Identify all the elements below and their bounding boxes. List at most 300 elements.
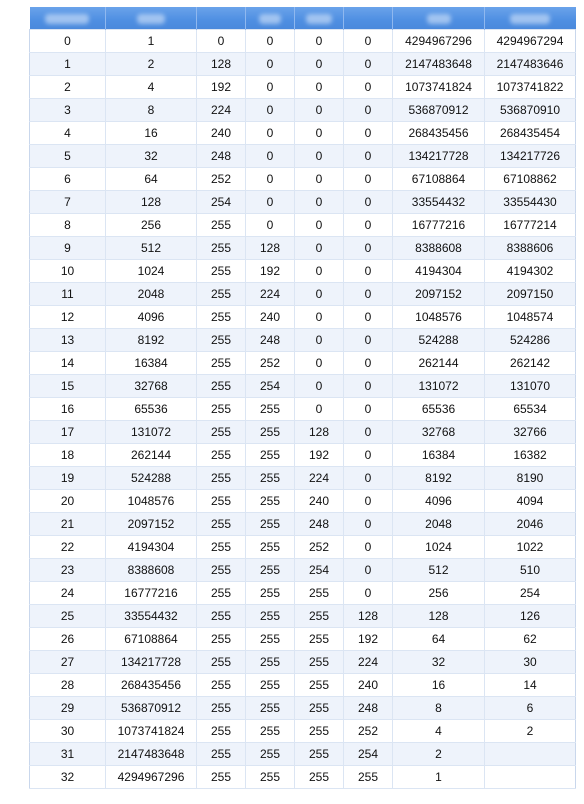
table-cell: 16 [106,122,197,145]
table-cell: 4 [30,122,106,145]
table-cell: 240 [246,306,295,329]
table-cell: 0 [246,122,295,145]
table-cell: 192 [197,76,246,99]
table-cell: 255 [197,743,246,766]
table-cell: 224 [344,651,393,674]
header-cell-1 [106,7,197,30]
table-cell: 27 [30,651,106,674]
table-cell: 4 [106,76,197,99]
table-cell: 134217726 [485,145,576,168]
table-cell: 224 [246,283,295,306]
table-cell: 255 [295,674,344,697]
table-row [30,283,576,306]
header-cell-3 [246,7,295,30]
table-cell: 1 [30,53,106,76]
table-cell: 1022 [485,536,576,559]
table-cell: 254 [295,559,344,582]
table-cell: 255 [246,513,295,536]
table-cell: 254 [246,375,295,398]
table-cell: 0 [295,191,344,214]
table-row [30,329,576,352]
table-cell: 2097152 [393,283,485,306]
table-cell: 255 [197,605,246,628]
table-cell: 16777214 [485,214,576,237]
table-cell: 16384 [106,352,197,375]
table-cell: 248 [197,145,246,168]
table-cell: 255 [197,237,246,260]
table-row [30,651,576,674]
table-cell: 255 [197,421,246,444]
header-row [30,7,576,30]
table-cell: 2147483648 [106,743,197,766]
table-cell: 255 [197,766,246,789]
table-cell: 0 [344,536,393,559]
table-cell: 255 [197,375,246,398]
header-cell-7 [485,7,576,30]
table-cell: 30 [30,720,106,743]
table-cell: 0 [295,53,344,76]
blurred-header-label [427,14,451,24]
table-cell: 16 [30,398,106,421]
table-cell: 2147483646 [485,53,576,76]
table-cell: 14 [30,352,106,375]
table-cell: 262144 [106,444,197,467]
header-cell-2 [197,7,246,30]
table-cell: 11 [30,283,106,306]
table-cell: 4094 [485,490,576,513]
table-cell: 2 [106,53,197,76]
table-cell: 252 [295,536,344,559]
table-cell: 248 [246,329,295,352]
table-cell: 1073741824 [393,76,485,99]
table-cell: 0 [295,214,344,237]
table-cell: 255 [246,467,295,490]
table-cell: 10 [30,260,106,283]
table-cell: 4294967296 [393,30,485,53]
table-cell: 0 [344,329,393,352]
table-cell: 2048 [106,283,197,306]
table-cell: 0 [344,283,393,306]
table-cell: 0 [295,237,344,260]
table-cell: 33554432 [393,191,485,214]
table-cell: 1048574 [485,306,576,329]
table-cell: 255 [197,283,246,306]
table-cell: 6 [485,697,576,720]
table-cell: 0 [295,375,344,398]
table-cell: 128 [295,421,344,444]
table-cell: 8 [106,99,197,122]
table-cell: 0 [344,398,393,421]
table-cell: 16384 [393,444,485,467]
table-cell: 252 [246,352,295,375]
table-cell: 0 [295,283,344,306]
table-row [30,352,576,375]
table-cell: 254 [485,582,576,605]
table-cell: 21 [30,513,106,536]
table-cell: 255 [295,697,344,720]
table-cell: 0 [344,191,393,214]
table-cell: 67108862 [485,168,576,191]
table-cell: 0 [295,352,344,375]
table-cell: 0 [344,260,393,283]
table-cell: 255 [197,306,246,329]
table-cell: 0 [344,421,393,444]
table-cell: 65536 [106,398,197,421]
table-cell: 32766 [485,421,576,444]
table-cell: 8388606 [485,237,576,260]
table-cell: 255 [246,628,295,651]
table-cell: 524288 [106,467,197,490]
table-cell: 31 [30,743,106,766]
table-cell: 15 [30,375,106,398]
table-cell: 1073741822 [485,76,576,99]
table-cell: 0 [344,30,393,53]
table-cell: 0 [246,214,295,237]
table-cell: 254 [344,743,393,766]
table-cell: 255 [197,444,246,467]
table-row [30,674,576,697]
table-row [30,99,576,122]
table-cell: 8192 [106,329,197,352]
table-cell: 25 [30,605,106,628]
table-cell: 5 [30,145,106,168]
table-cell: 32768 [393,421,485,444]
table-cell: 0 [246,30,295,53]
table-cell: 8388608 [393,237,485,260]
table-cell: 224 [197,99,246,122]
table-cell: 252 [197,168,246,191]
table-row [30,559,576,582]
table-cell: 255 [197,536,246,559]
table-cell: 0 [344,122,393,145]
table-cell: 4096 [106,306,197,329]
table-cell: 255 [197,467,246,490]
table-cell: 248 [344,697,393,720]
table-cell: 18 [30,444,106,467]
table-cell: 224 [295,467,344,490]
table-cell: 32768 [106,375,197,398]
table-cell: 20 [30,490,106,513]
table-cell: 2147483648 [393,53,485,76]
blurred-header-label [259,14,281,24]
table-row [30,720,576,743]
table-cell: 1048576 [106,490,197,513]
table-cell: 131072 [106,421,197,444]
table-cell: 255 [197,490,246,513]
table-cell: 0 [344,490,393,513]
table-cell: 255 [246,697,295,720]
table-cell: 0 [246,145,295,168]
table-cell: 4294967296 [106,766,197,789]
table-cell: 255 [295,743,344,766]
table-cell: 13 [30,329,106,352]
table-cell: 0 [295,306,344,329]
blurred-header-label [137,14,165,24]
table-cell: 255 [197,513,246,536]
table-cell: 24 [30,582,106,605]
table-cell: 1 [106,30,197,53]
table-cell: 0 [344,444,393,467]
table-cell: 0 [295,168,344,191]
table-row [30,237,576,260]
table-cell: 255 [295,628,344,651]
table-row [30,421,576,444]
table-row [30,260,576,283]
table-cell: 0 [344,582,393,605]
table-cell: 26 [30,628,106,651]
table-cell: 65536 [393,398,485,421]
table-cell: 255 [197,214,246,237]
table-cell: 268435456 [106,674,197,697]
table-cell: 240 [295,490,344,513]
table-cell: 1073741824 [106,720,197,743]
table-cell: 128 [197,53,246,76]
table-cell: 8 [30,214,106,237]
table-cell: 0 [197,30,246,53]
table-row [30,766,576,789]
table-cell: 255 [246,766,295,789]
table-cell: 0 [344,76,393,99]
table-cell: 28 [30,674,106,697]
table-cell: 256 [106,214,197,237]
table-cell: 2097152 [106,513,197,536]
table-cell: 22 [30,536,106,559]
table-cell: 536870912 [106,697,197,720]
table-cell: 0 [344,375,393,398]
table-row [30,191,576,214]
table-cell: 255 [295,582,344,605]
table-cell: 64 [106,168,197,191]
table-cell: 255 [246,559,295,582]
table-cell: 255 [295,720,344,743]
table-cell: 255 [344,766,393,789]
table-cell: 255 [197,697,246,720]
table-cell: 65534 [485,398,576,421]
table-cell: 131072 [393,375,485,398]
table-cell: 4194302 [485,260,576,283]
table-cell: 0 [246,99,295,122]
table-cell: 6 [30,168,106,191]
table-cell: 268435454 [485,122,576,145]
table-cell: 0 [344,467,393,490]
table-cell: 524286 [485,329,576,352]
table-cell: 2 [485,720,576,743]
table-cell: 255 [246,398,295,421]
blurred-header-label [306,14,332,24]
table-cell: 126 [485,605,576,628]
table-cell: 128 [246,237,295,260]
table-cell: 262144 [393,352,485,375]
table-cell: 255 [246,743,295,766]
table-cell: 1 [393,766,485,789]
table-row [30,76,576,99]
table-cell: 255 [246,444,295,467]
table-cell: 16382 [485,444,576,467]
table-cell: 255 [246,490,295,513]
table-cell: 0 [246,76,295,99]
table-cell: 255 [246,605,295,628]
table-row [30,122,576,145]
table-cell: 67108864 [393,168,485,191]
table-cell: 192 [344,628,393,651]
table-cell: 255 [197,582,246,605]
table-cell: 62 [485,628,576,651]
table-cell: 255 [246,536,295,559]
table-cell: 0 [344,306,393,329]
table-row [30,628,576,651]
table-cell: 16777216 [393,214,485,237]
table-cell: 0 [30,30,106,53]
table-cell: 255 [197,651,246,674]
table-cell: 67108864 [106,628,197,651]
table-cell: 0 [295,145,344,168]
table-cell: 4194304 [393,260,485,283]
table-cell: 256 [393,582,485,605]
table-cell: 255 [197,398,246,421]
table-cell: 32 [106,145,197,168]
table-cell: 8192 [393,467,485,490]
table-row [30,697,576,720]
table-cell [485,743,576,766]
table-row [30,168,576,191]
table-cell: 2048 [393,513,485,536]
table-cell: 512 [106,237,197,260]
table-cell: 4294967294 [485,30,576,53]
header-cell-6 [393,7,485,30]
table-cell: 2097150 [485,283,576,306]
table-cell: 254 [197,191,246,214]
table-cell: 0 [295,99,344,122]
table-cell: 192 [246,260,295,283]
table-cell: 0 [295,398,344,421]
table-row [30,306,576,329]
table-cell: 0 [344,513,393,536]
table-cell: 255 [295,651,344,674]
table-cell: 33554430 [485,191,576,214]
table-cell: 16 [393,674,485,697]
table-cell: 8 [393,697,485,720]
table-cell: 30 [485,651,576,674]
blurred-header-label [510,14,550,24]
table-cell: 255 [197,674,246,697]
table-row [30,214,576,237]
table-cell: 255 [197,628,246,651]
table-cell: 3 [30,99,106,122]
table-row [30,513,576,536]
table-cell: 32 [30,766,106,789]
table-cell: 255 [197,559,246,582]
table-cell: 510 [485,559,576,582]
table-row [30,398,576,421]
table-cell: 4096 [393,490,485,513]
table-cell: 1024 [393,536,485,559]
table-cell: 0 [246,191,295,214]
table-row [30,53,576,76]
table-cell: 255 [295,766,344,789]
header-cell-4 [295,7,344,30]
table-cell: 128 [106,191,197,214]
data-table [29,7,576,789]
table-cell: 192 [295,444,344,467]
table-cell: 0 [344,99,393,122]
table-cell: 0 [344,53,393,76]
table-row [30,490,576,513]
table-cell: 29 [30,697,106,720]
table-cell: 268435456 [393,122,485,145]
table-cell: 0 [344,352,393,375]
table-cell [485,766,576,789]
table-cell: 255 [246,651,295,674]
table-cell: 0 [344,559,393,582]
table-cell: 2046 [485,513,576,536]
table-cell: 0 [344,214,393,237]
table-cell: 23 [30,559,106,582]
table-cell: 255 [295,605,344,628]
table-row [30,467,576,490]
table-cell: 0 [344,145,393,168]
table-cell: 536870910 [485,99,576,122]
table-cell: 536870912 [393,99,485,122]
table-cell: 1024 [106,260,197,283]
table-cell: 255 [246,720,295,743]
table-cell: 2 [30,76,106,99]
table-cell: 0 [246,53,295,76]
table-cell: 4 [393,720,485,743]
table-cell: 255 [197,720,246,743]
table-cell: 128 [344,605,393,628]
table-row [30,375,576,398]
table-cell: 32 [393,651,485,674]
table-row [30,444,576,467]
table-cell: 64 [393,628,485,651]
table-cell: 240 [197,122,246,145]
table-cell: 131070 [485,375,576,398]
table-cell: 0 [295,260,344,283]
table-cell: 262142 [485,352,576,375]
table-cell: 0 [246,168,295,191]
table-header [30,7,576,30]
table-cell: 2 [393,743,485,766]
table-cell: 9 [30,237,106,260]
table-cell: 240 [344,674,393,697]
table-cell: 134217728 [106,651,197,674]
table-row [30,582,576,605]
table-row [30,605,576,628]
table-cell: 128 [393,605,485,628]
table-cell: 255 [197,329,246,352]
table-cell: 33554432 [106,605,197,628]
table-cell: 0 [295,30,344,53]
table-cell: 255 [246,674,295,697]
table-cell: 0 [295,122,344,145]
table-cell: 255 [197,260,246,283]
table-cell: 19 [30,467,106,490]
table-cell: 255 [246,421,295,444]
table-cell: 255 [246,582,295,605]
table-row [30,743,576,766]
table-cell: 7 [30,191,106,214]
table-row [30,536,576,559]
table-cell: 16777216 [106,582,197,605]
table-cell: 255 [197,352,246,375]
table-cell: 4194304 [106,536,197,559]
data-table-container [29,7,575,789]
table-cell: 14 [485,674,576,697]
table-cell: 248 [295,513,344,536]
table-cell: 252 [344,720,393,743]
table-cell: 134217728 [393,145,485,168]
table-cell: 0 [344,237,393,260]
